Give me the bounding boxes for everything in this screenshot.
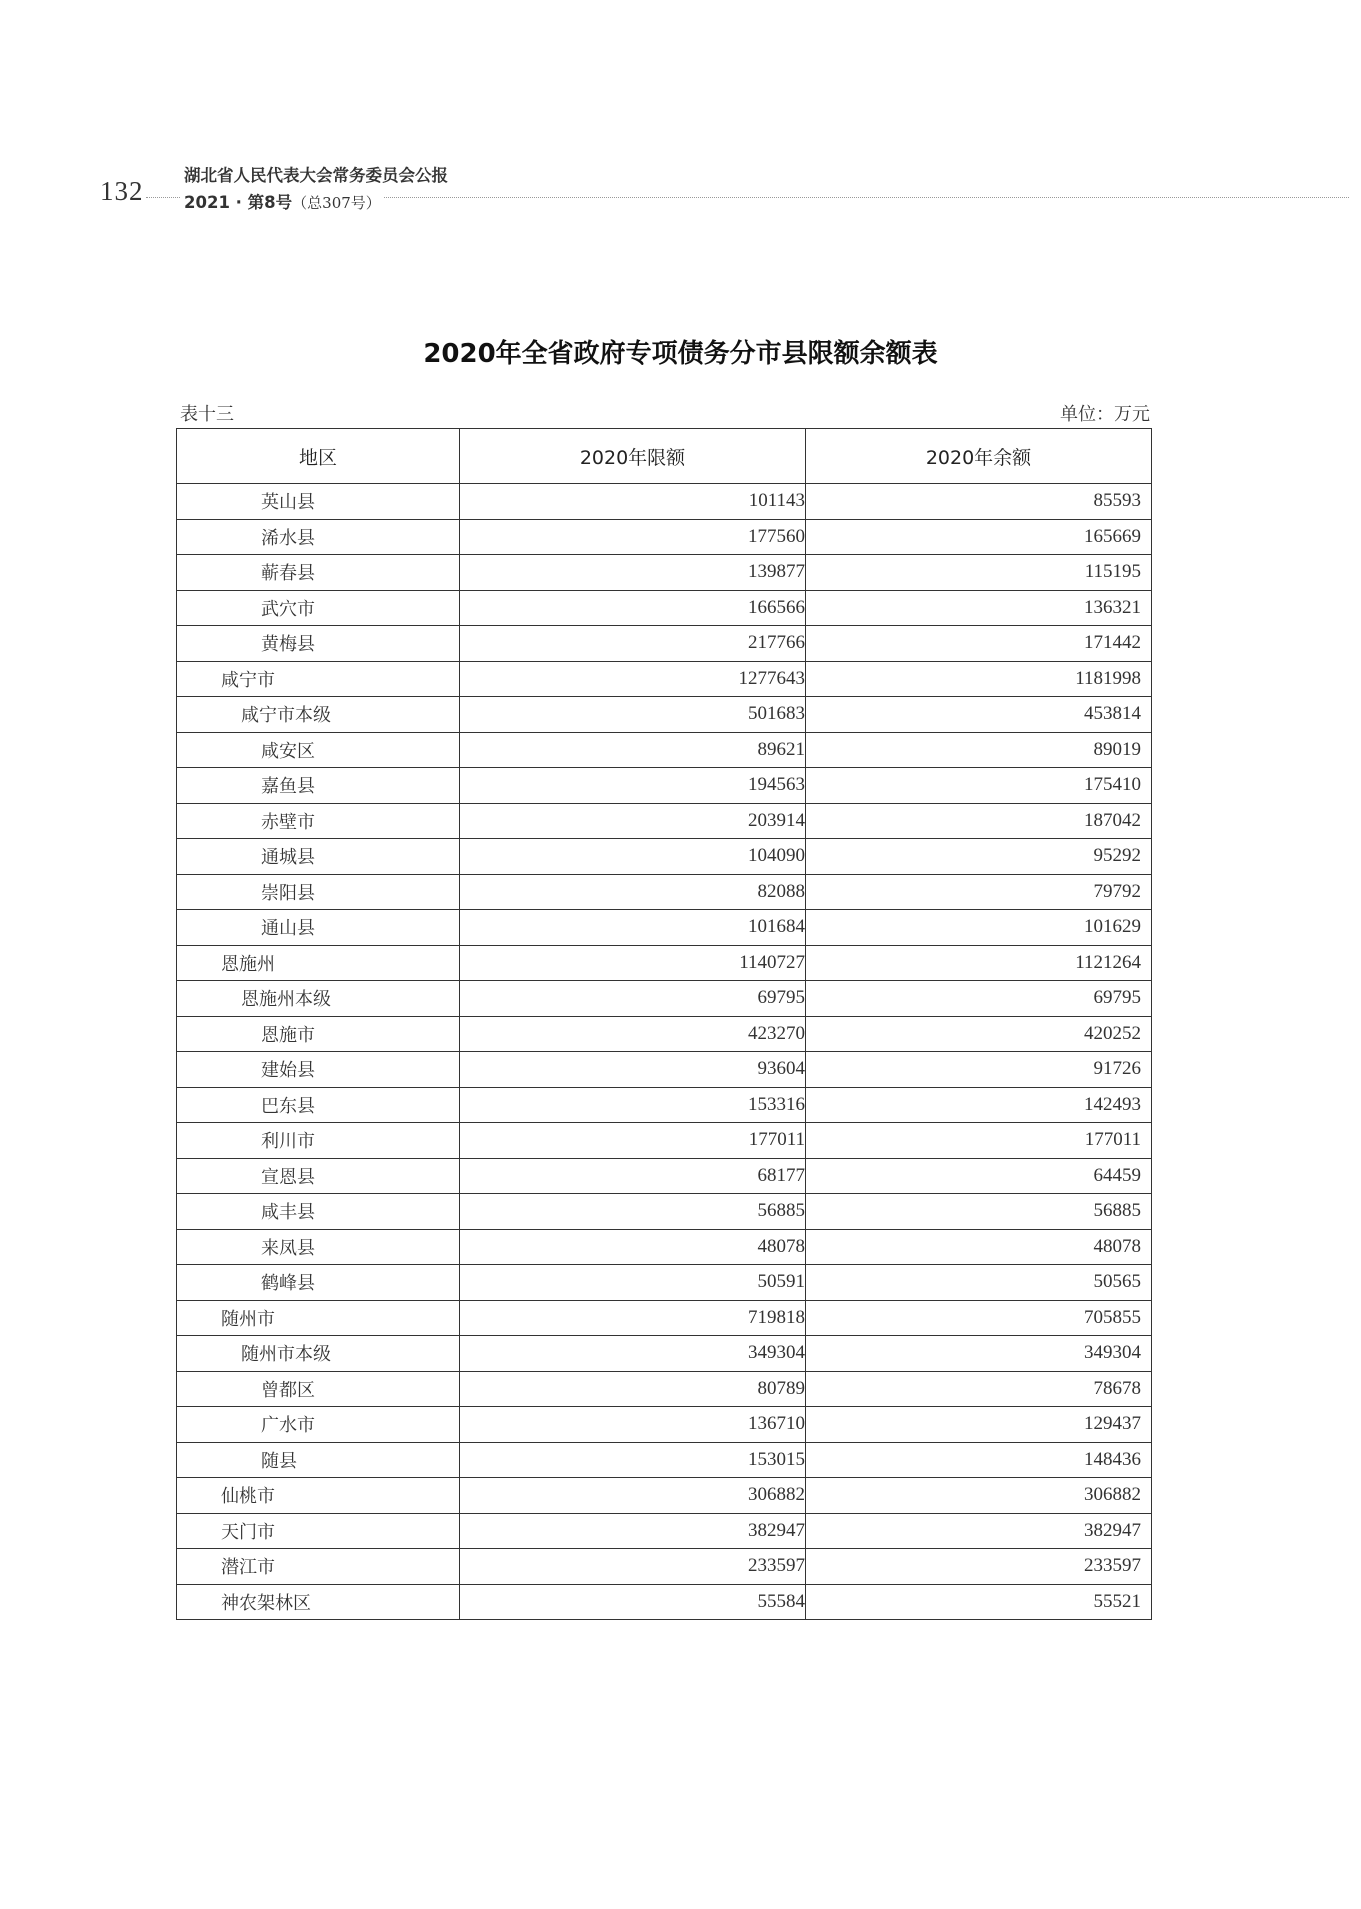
table-row [177,910,1152,946]
table-row [177,1407,1152,1443]
table-row [177,519,1152,555]
region-name-cell: 通城县 [177,839,460,875]
table-row [177,1442,1152,1478]
balance-cell: 89019 [806,732,1152,768]
balance-cell: 349304 [806,1336,1152,1372]
limit-cell: 136710 [460,1407,806,1443]
limit-cell: 349304 [460,1336,806,1372]
balance-cell: 187042 [806,803,1152,839]
balance-cell: 148436 [806,1442,1152,1478]
limit-cell: 101684 [460,910,806,946]
region-name-cell: 武穴市 [177,590,460,626]
limit-cell: 56885 [460,1194,806,1230]
region-name-cell: 神农架林区 [177,1584,460,1620]
balance-cell: 420252 [806,1016,1152,1052]
column-header-balance: 2020年余额 [806,429,1152,484]
table-row [177,1229,1152,1265]
region-name-cell: 浠水县 [177,519,460,555]
balance-cell: 142493 [806,1087,1152,1123]
table-row [177,1300,1152,1336]
region-name-cell: 赤壁市 [177,803,460,839]
limit-cell: 423270 [460,1016,806,1052]
table-row [177,1265,1152,1301]
region-name-cell: 蕲春县 [177,555,460,591]
table-header-row [177,429,1152,484]
table-row [177,697,1152,733]
limit-cell: 82088 [460,874,806,910]
limit-cell: 104090 [460,839,806,875]
limit-cell: 153316 [460,1087,806,1123]
region-name-cell: 咸宁市本级 [177,697,460,733]
limit-cell: 177011 [460,1123,806,1159]
limit-cell: 55584 [460,1584,806,1620]
limit-cell: 382947 [460,1513,806,1549]
limit-cell: 139877 [460,555,806,591]
balance-cell: 78678 [806,1371,1152,1407]
balance-cell: 79792 [806,874,1152,910]
issue-total: （总307号） [292,194,381,212]
table-row [177,1478,1152,1514]
region-name-cell: 宣恩县 [177,1158,460,1194]
balance-cell: 233597 [806,1549,1152,1585]
table-row [177,1336,1152,1372]
region-name-cell: 随县 [177,1442,460,1478]
region-name-cell: 通山县 [177,910,460,946]
balance-cell: 48078 [806,1229,1152,1265]
region-name-cell: 咸宁市 [177,661,460,697]
region-name-cell: 天门市 [177,1513,460,1549]
balance-cell: 115195 [806,555,1152,591]
limit-cell: 153015 [460,1442,806,1478]
balance-cell: 129437 [806,1407,1152,1443]
limit-cell: 306882 [460,1478,806,1514]
issue-number: 2021 · 第8号 [184,193,293,212]
balance-cell: 1181998 [806,661,1152,697]
region-name-cell: 咸丰县 [177,1194,460,1230]
header-dotted-rule-left [146,197,180,198]
table-row [177,484,1152,520]
table-row [177,768,1152,804]
document-title: 2020年全省政府专项债务分市县限额余额表 [423,339,938,369]
limit-cell: 50591 [460,1265,806,1301]
limit-cell: 101143 [460,484,806,520]
region-name-cell: 鹤峰县 [177,1265,460,1301]
table-row [177,590,1152,626]
region-name-cell: 随州市 [177,1300,460,1336]
table-row [177,555,1152,591]
limit-cell: 1140727 [460,945,806,981]
balance-cell: 171442 [806,626,1152,662]
balance-cell: 175410 [806,768,1152,804]
balance-cell: 177011 [806,1123,1152,1159]
page-header [0,0,1361,220]
region-name-cell: 咸安区 [177,732,460,768]
issue-line [184,189,381,213]
table-row [177,1194,1152,1230]
limit-cell: 501683 [460,697,806,733]
balance-cell: 453814 [806,697,1152,733]
limit-cell: 93604 [460,1052,806,1088]
table-row [177,945,1152,981]
table-row [177,1087,1152,1123]
balance-cell: 50565 [806,1265,1152,1301]
balance-cell: 1121264 [806,945,1152,981]
limit-cell: 1277643 [460,661,806,697]
table-row [177,839,1152,875]
unit-label: 单位：万元 [1060,404,1150,425]
table-row [177,1513,1152,1549]
limit-cell: 194563 [460,768,806,804]
region-name-cell: 潜江市 [177,1549,460,1585]
table-row [177,803,1152,839]
limit-cell: 203914 [460,803,806,839]
limit-cell: 80789 [460,1371,806,1407]
balance-cell: 91726 [806,1052,1152,1088]
table-row [177,1123,1152,1159]
region-name-cell: 建始县 [177,1052,460,1088]
header-dotted-rule-right [384,197,1349,198]
balance-cell: 136321 [806,590,1152,626]
balance-cell: 64459 [806,1158,1152,1194]
balance-cell: 56885 [806,1194,1152,1230]
table-row [177,1016,1152,1052]
limit-cell: 69795 [460,981,806,1017]
region-name-cell: 利川市 [177,1123,460,1159]
table-row [177,661,1152,697]
table-row [177,1584,1152,1620]
limit-cell: 89621 [460,732,806,768]
table-row [177,1158,1152,1194]
limit-cell: 48078 [460,1229,806,1265]
limit-cell: 166566 [460,590,806,626]
balance-cell: 55521 [806,1584,1152,1620]
region-name-cell: 恩施州 [177,945,460,981]
publication-name: 湖北省人民代表大会常务委员会公报 [184,166,448,185]
table-body [177,484,1152,1620]
limit-cell: 217766 [460,626,806,662]
column-header-region: 地区 [177,429,460,484]
table-row [177,1052,1152,1088]
region-name-cell: 广水市 [177,1407,460,1443]
region-name-cell: 黄梅县 [177,626,460,662]
limit-cell: 233597 [460,1549,806,1585]
debt-limit-balance-table [176,428,1152,1620]
table-row [177,874,1152,910]
region-name-cell: 嘉鱼县 [177,768,460,804]
balance-cell: 306882 [806,1478,1152,1514]
region-name-cell: 恩施州本级 [177,981,460,1017]
column-header-limit: 2020年限额 [460,429,806,484]
balance-cell: 165669 [806,519,1152,555]
balance-cell: 382947 [806,1513,1152,1549]
balance-cell: 69795 [806,981,1152,1017]
region-name-cell: 英山县 [177,484,460,520]
table-row [177,1549,1152,1585]
table-number: 表十三 [180,404,234,425]
page-number: 132 [100,176,144,206]
table-row [177,626,1152,662]
table-row [177,732,1152,768]
table-row [177,1371,1152,1407]
region-name-cell: 崇阳县 [177,874,460,910]
table-row [177,981,1152,1017]
balance-cell: 95292 [806,839,1152,875]
region-name-cell: 巴东县 [177,1087,460,1123]
region-name-cell: 来凤县 [177,1229,460,1265]
region-name-cell: 曾都区 [177,1371,460,1407]
limit-cell: 68177 [460,1158,806,1194]
balance-cell: 85593 [806,484,1152,520]
region-name-cell: 恩施市 [177,1016,460,1052]
balance-cell: 705855 [806,1300,1152,1336]
limit-cell: 177560 [460,519,806,555]
region-name-cell: 仙桃市 [177,1478,460,1514]
region-name-cell: 随州市本级 [177,1336,460,1372]
balance-cell: 101629 [806,910,1152,946]
limit-cell: 719818 [460,1300,806,1336]
